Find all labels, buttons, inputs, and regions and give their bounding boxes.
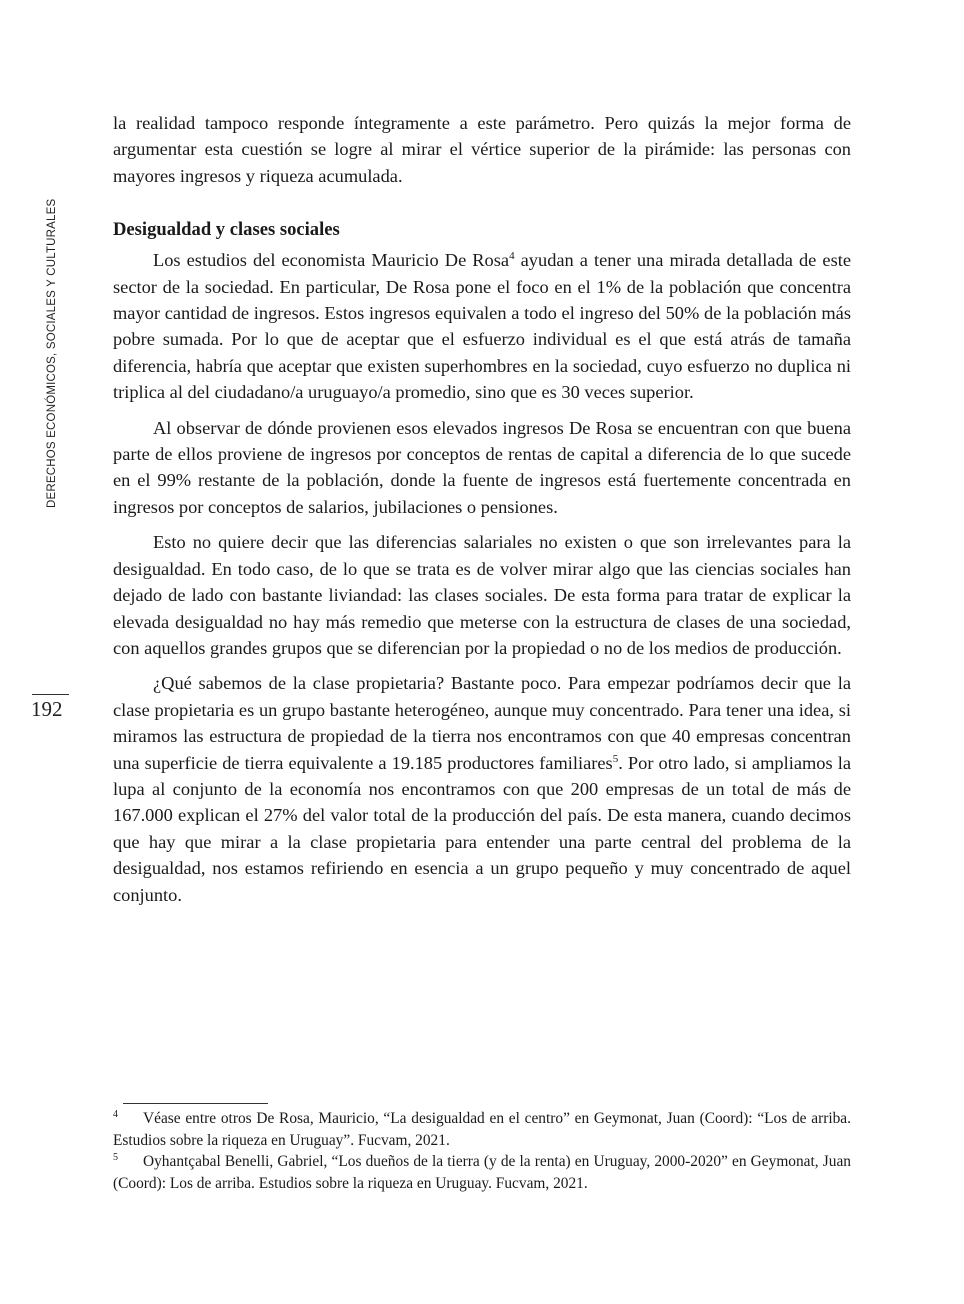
page-number: 192 bbox=[31, 697, 63, 721]
section-heading: Desigualdad y clases sociales bbox=[113, 219, 340, 241]
footnote-ref-5[interactable]: 5 bbox=[612, 752, 619, 765]
paragraph-social-classes: Esto no quiere decir que las diferencias salariales no existen o que son irrelevantes para la desigualdad. En todo caso, de lo que se trata es de volver mirar algo que las ciencias sociales han dejado de lado con bastante liviandad: las clases sociales. De esta forma para tratar de explicar la elevada desigualdad no hay más remedio que meterse con la estructura de clases de una sociedad, con aquellos grandes grupos que se diferencian por la propiedad o no de los medios de producción. bbox=[113, 532, 851, 658]
footnote-ref-4[interactable]: 4 bbox=[509, 250, 515, 263]
paragraph-continuation: la realidad tampoco responde íntegramente a este parámetro. Pero quizás la mejor forma de argumentar esta cuestión se logre al mirar el vértice superior de la pirámide: las personas con mayores ingresos y riqueza acumulada. bbox=[113, 113, 851, 186]
footnote-separator bbox=[123, 1103, 268, 1104]
paragraph-income-sources: Al observar de dónde provienen esos elevados ingresos De Rosa se encuentran con que buena parte de ellos proviene de ingresos por conceptos de rentas de capital a diferencia de lo que sucede en el 99% restante de la población, donde la fuente de ingresos está fuertemente concentrada en ingresos por conceptos de salarios, jubilaciones o pensiones. bbox=[113, 417, 851, 517]
running-title: DERECHOS ECONÓMICOS, SOCIALES Y CULTURALES bbox=[46, 198, 58, 508]
footnotes bbox=[113, 1108, 851, 1194]
paragraph-de-rosa: Los estudios del economista Mauricio De Rosa$^4$ ayudan a tener una mirada detallada de este sector de la sociedad. En particular, De Rosa pone el foco en el 1% de la población que concentra mayor cantidad de ingresos. Estos ingresos equivalen a todo el ingreso del 50% de la población más pobre sumada. Por lo que de aceptar que el esfuerzo individual es el que está atrás de tamaña diferencia, habría que aceptar que existen superhombres en la sociedad, cuyo esfuerzo no duplica ni triplica al del ciudadano/a uruguayo/a promedio, sino que es 30 veces superior. bbox=[113, 250, 851, 403]
page-number-rule bbox=[32, 694, 69, 695]
main-text-column bbox=[113, 110, 851, 908]
footnote-5: 5 Oyhantçabal Benelli, Gabriel, “Los dueños de la tierra (y de la renta) en Uruguay, 2000-2020” en Geymonat, Juan (Coord): Los de arriba. Estudios sobre la riqueza en Uruguay. Fucvam, 2021. bbox=[113, 1152, 851, 1192]
paragraph-owner-class: ¿Qué sabemos de la clase propietaria? Bastante poco. Para empezar podríamos decir que la clase propietaria es un grupo bastante heterogéneo, aunque muy concentrado. Para tener una idea, si miramos las estructura de propiedad de la tierra nos encontramos con que 40 empresas concentran una superficie de tierra equivalente a 19.185 productores familiares$^5$. Por otro lado, si ampliamos la lupa al conjunto de la economía nos encontramos con que 200 empresas de un total de más de 167.000 explican el 27% del valor total de la producción del país. De esta manera, cuando decimos que hay que mirar a la clase propietaria para entender una parte central del problema de la desigualdad, nos estamos refiriendo en esencia a un grupo pequeño y muy concentrado de aquel conjunto. bbox=[113, 673, 851, 905]
footnote-4: 4 Véase entre otros De Rosa, Mauricio, “La desigualdad en el centro” en Geymonat, Juan (Coord): “Los de arriba. Estudios sobre la riqueza en Uruguay”. Fucvam, 2021. bbox=[113, 1108, 851, 1149]
